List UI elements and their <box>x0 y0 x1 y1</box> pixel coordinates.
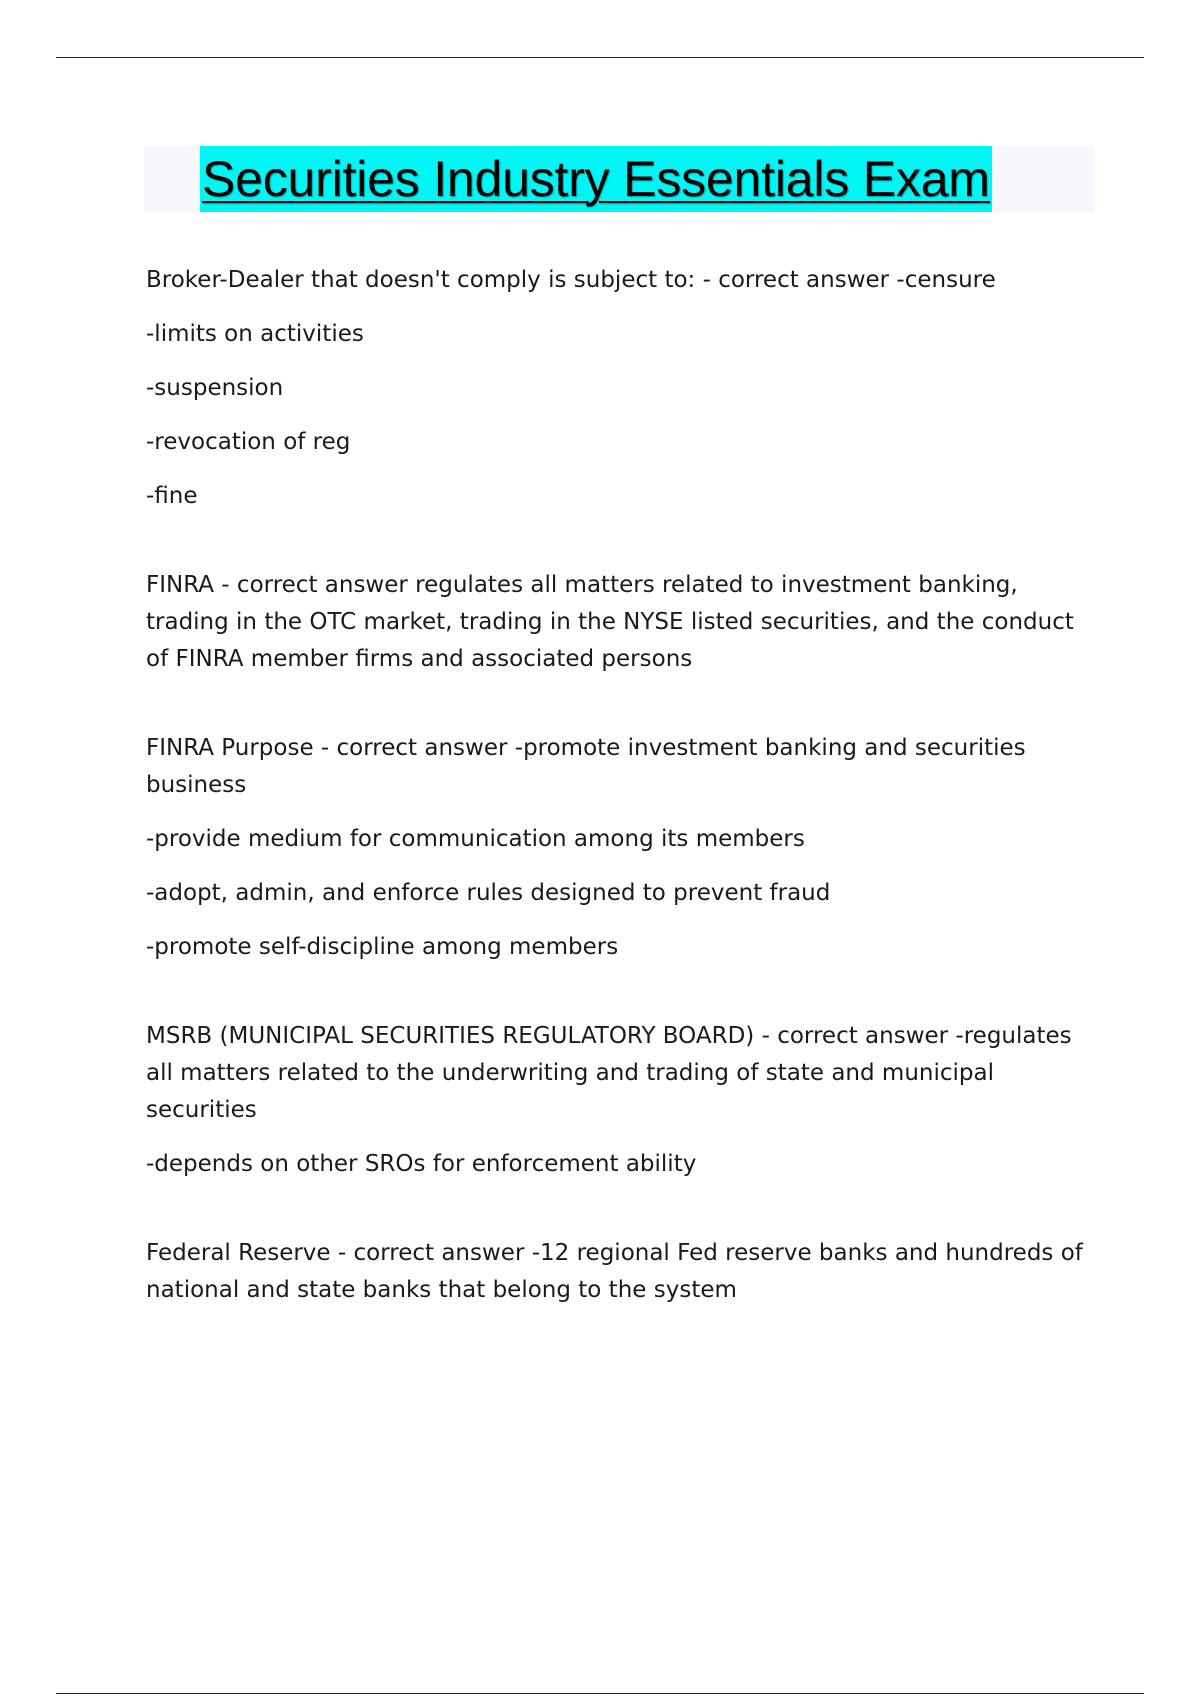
paragraph: FINRA Purpose - correct answer -promote investment banking and securities business <box>146 735 1026 798</box>
entry-finra <box>146 567 1096 678</box>
document-body <box>146 262 1096 1326</box>
paragraph: -provide medium for communication among its members <box>146 826 805 852</box>
paragraph: -suspension <box>146 375 284 401</box>
paragraph: Federal Reserve - correct answer -12 regional Fed reserve banks and hundreds of national and state banks that belong to the system <box>146 1240 1083 1303</box>
paragraph: -depends on other SROs for enforcement ability <box>146 1151 697 1177</box>
entry-broker-dealer <box>146 262 1096 515</box>
document-title: Securities Industry Essentials Exam <box>200 146 992 212</box>
top-rule <box>56 57 1144 58</box>
paragraph: -adopt, admin, and enforce rules designed to prevent fraud <box>146 880 831 906</box>
entry-federal-reserve <box>146 1235 1096 1309</box>
paragraph: FINRA - correct answer regulates all matters related to investment banking, trading in the OTC market, trading in the NYSE listed securities, and the conduct of FINRA member firms and associated persons <box>146 572 1074 672</box>
paragraph: Broker-Dealer that doesn't comply is subject to: - correct answer -censure <box>146 267 996 293</box>
paragraph: MSRB (MUNICIPAL SECURITIES REGULATORY BOARD) - correct answer -regulates all matters related to the underwriting and trading of state and municipal securities <box>146 1023 1072 1123</box>
entry-finra-purpose <box>146 730 1096 966</box>
bottom-rule <box>56 1693 1144 1694</box>
paragraph: -fine <box>146 483 198 509</box>
paragraph: -revocation of reg <box>146 429 351 455</box>
paragraph: -promote self-discipline among members <box>146 934 619 960</box>
paragraph: -limits on activities <box>146 321 364 347</box>
entry-msrb <box>146 1018 1096 1183</box>
